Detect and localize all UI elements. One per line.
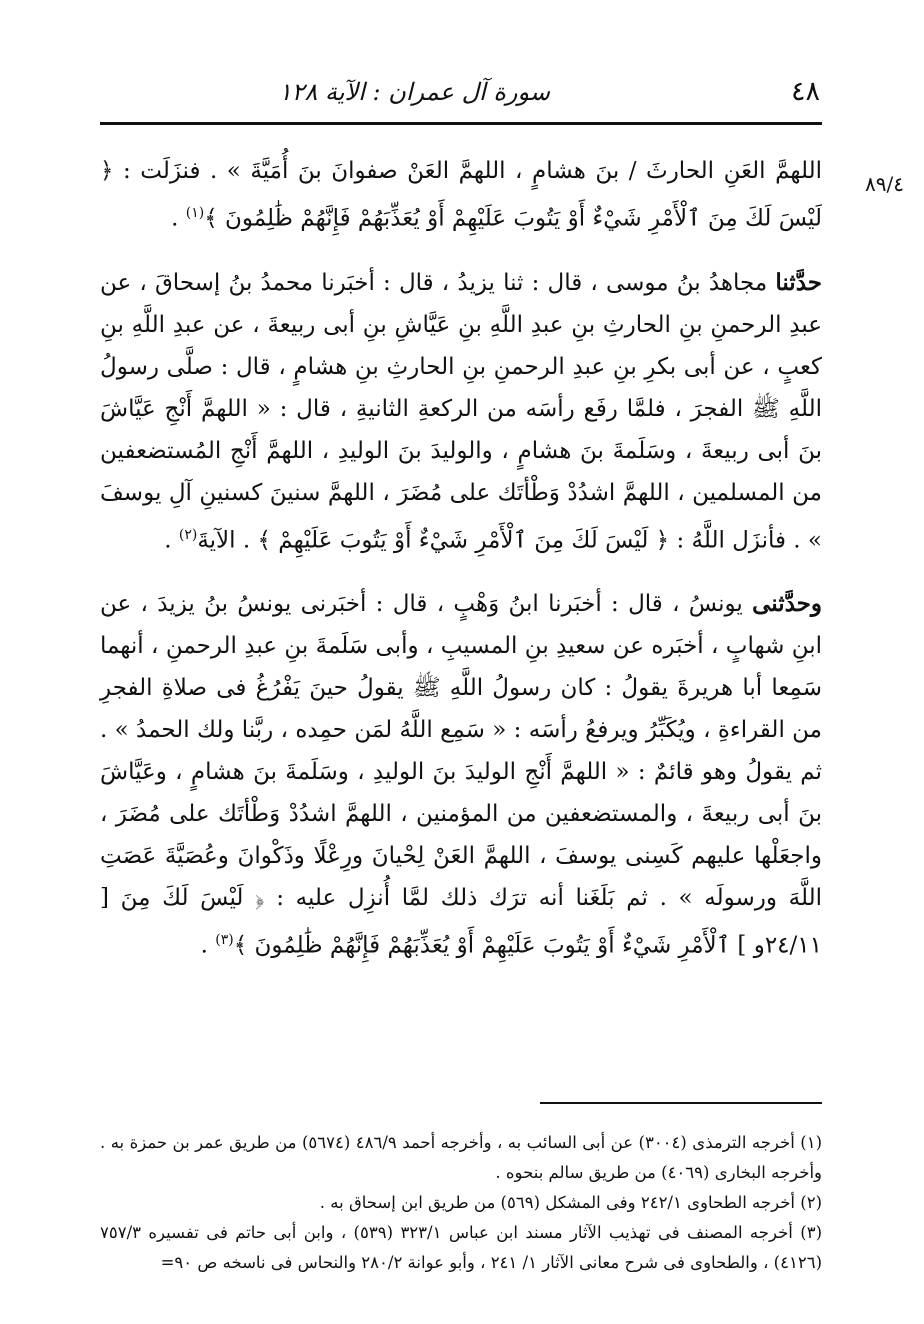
footnote-ref-2: (٢) (178, 526, 198, 543)
footnote-2: (٢) أخرجه الطحاوى ٢٤٢/١ وفى المشكل (٥٦٩) من طريق ابن إسحاق به . (319, 1193, 822, 1212)
footnote-rule (540, 1102, 822, 1104)
paragraph-2-text: مجاهدُ بنُ موسى ، قال : ثنا يزيدُ ، قال : أخبَرنا محمدُ بنُ إسحاقَ ، عن عبدِ الرحمنِ بنِ الحارثِ بنِ عبدِ اللَّهِ بنِ عَيَّاشِ بنِ أبى ربيعةَ ، عن عبدِ اللَّهِ بنِ كعبٍ ، عن أبى بكرِ بنِ عبدِ الرحمنِ بنِ الحارثِ بنِ هشامٍ ، قال : صلَّى رسولُ اللَّهِ ﷺ الفجرَ ، فلمَّا رفَع رأسَه من الركعةِ الثانيةِ ، قال : « اللهمَّ أَنْجِ عَيَّاشَ بنَ أبى ربيعةَ ، وسَلَمةَ بنَ هشامٍ ، والوليدَ بنَ الوليدِ ، اللهمَّ أَنْجِ المُستضعفين من المسلمين ، اللهمَّ اشدُدْ وَطْأتَك على مُضَرَ ، اللهمَّ سنينَ كسنينِ آلِ يوسفَ » . فأنزَل اللَّهُ : ﴿ لَيْسَ لَكَ مِنَ ٱلْأَمْرِ شَيْءٌ أَوْ يَتُوبَ عَلَيْهِمْ ﴾ . الآيةَ (100, 269, 822, 554)
margin-reference: ٨٩/٤ (865, 172, 904, 196)
footnote-ref-3: (٣) (215, 932, 234, 949)
header-rule (100, 122, 822, 125)
page-number: ٤٨ (790, 76, 820, 107)
paragraph-1-end: . (171, 205, 186, 232)
running-title: سورة آل عمران : الآية ١٢٨ (278, 78, 550, 106)
paragraph-2-lead: حدَّثنا (775, 268, 822, 296)
paragraph-2-end: . (164, 527, 179, 554)
footnote-1: (١) أخرجه الترمذى (٣٠٠٤) عن أبى السائب به ، وأخرجه أحمد ٤٨٦/٩ (٥٦٧٤) من طريق عمر بن حمزة به . وأخرجه البخارى (٤٠٦٩) من طريق سالم بنحوه . (100, 1133, 822, 1182)
paragraph-1-text: اللهمَّ العَنِ الحارثَ / بنَ هشامٍ ، اللهمَّ العَنْ صفوانَ بنَ أُمَيَّةَ » . فنزَلَت : ﴿ لَيْسَ لَكَ مِنَ ٱلْأَمْرِ شَيْءٌ أَوْ يَتُوبَ عَلَيْهِمْ أَوْ يُعَذِّبَهُمْ فَإِنَّهُمْ ظَٰلِمُونَ ﴾ (100, 158, 822, 232)
paragraph-3 (100, 583, 822, 967)
footnote-ref-1: (١) (185, 205, 205, 221)
footnote-3: (٣) أخرجه المصنف فى تهذيب الآثار مسند ابن عباس ٣٢٣/١ (٥٣٩) ، وابن أبى حاتم فى تفسيره ٧٥٧/٣ (٤١٢٦) ، والطحاوى فى شرح معانى الآثار ١/ ٢٤١ ، وأبو عوانة ٢٨٠/٢ والنحاس فى ناسخه ص ٩٠= (100, 1223, 822, 1272)
paragraph-2 (100, 262, 822, 562)
paragraph-3-end: . (200, 932, 216, 959)
paragraph-1 (100, 150, 822, 240)
footnotes (100, 1128, 822, 1278)
page-header (100, 72, 820, 116)
main-text (100, 150, 822, 967)
paragraph-3-text: يونسُ ، قال : أخبَرنا ابنُ وَهْبٍ ، قال : أخبَرنى يونسُ بنُ يزيدَ ، عن ابنِ شهابٍ ، أخبَره عن سعيدِ بنِ المسيبِ ، وأبى سَلَمةَ بنِ عبدِ الرحمنِ ، أنهما سَمِعا أبا هريرةَ يقولُ : كان رسولُ اللَّهِ ﷺ يقولُ حينَ يَفْرُغُ فى صلاةِ الفجرِ من القراءةِ ، ويُكَبِّرُ ويرفعُ رأسَه : « سَمِع اللَّهُ لمَن حمِده ، ربَّنا ولك الحمدُ » . ثم يقولُ وهو قائمٌ : « اللهمَّ أَنْجِ الوليدَ بنَ الوليدِ ، وسَلَمةَ بنَ هشامٍ ، وعَيَّاشَ بنَ أبى ربيعةَ ، والمستضعفين من المؤمنين ، اللهمَّ اشدُدْ وَطْأتَك على مُضَرَ ، واجعَلْها عليهم كَسِنى يوسفَ ، اللهمَّ العَنْ لِحْيانَ ورِعْلًا وذَكْوانَ وعُصَيَّةَ عَصَتِ اللَّهَ ورسولَه » . ثم بَلَغَنا أنه ترَك ذلك لمَّا أُنزِل عليه : ﴿ لَيْسَ لَكَ مِنَ [ ٢٤/١١و ] ٱلْأَمْرِ شَيْءٌ أَوْ يَتُوبَ عَلَيْهِمْ أَوْ يُعَذِّبَهُمْ فَإِنَّهُمْ ظَٰلِمُونَ ﴾ (100, 591, 822, 959)
paragraph-3-lead: وحدَّثنى (752, 590, 822, 618)
